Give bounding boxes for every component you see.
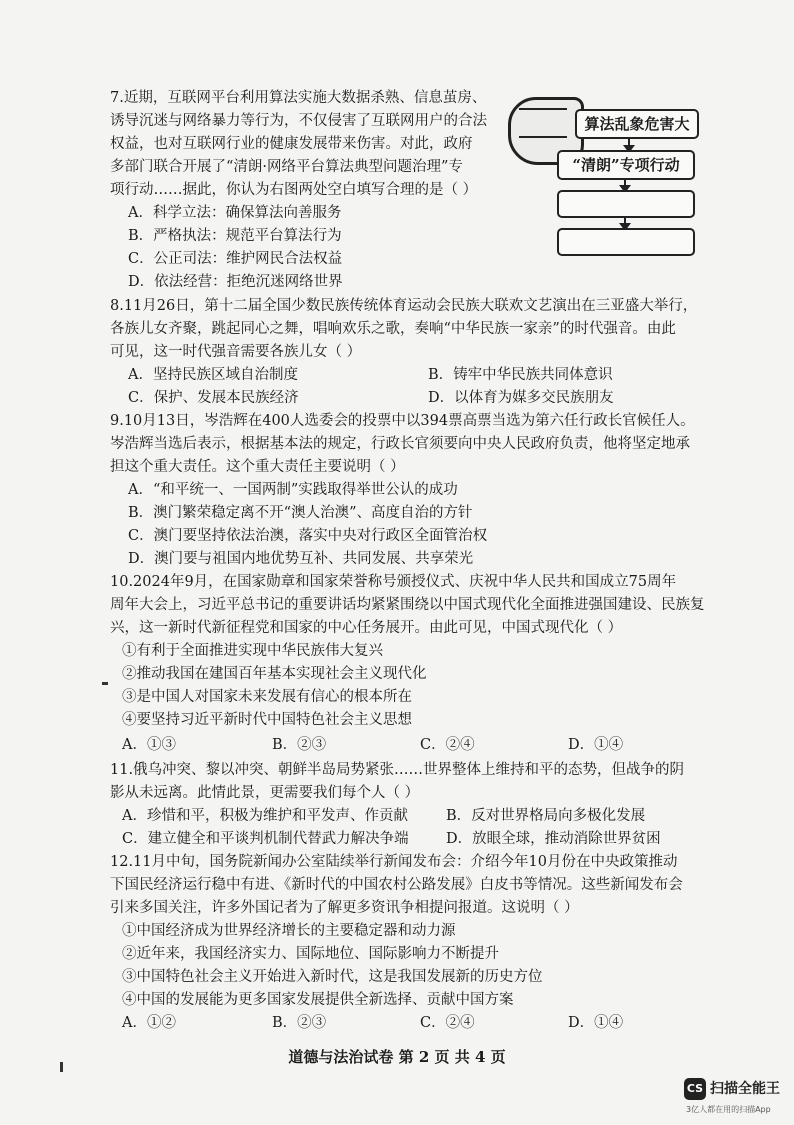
q10-item-2: ②推动我国在建国百年基本实现社会主义现代化 bbox=[122, 666, 427, 682]
q7-line-1: 7.近期，互联网平台利用算法实施大数据杀熟、信息茧房、 bbox=[110, 90, 487, 106]
q8-option-a: A．坚持民族区域自治制度 bbox=[128, 367, 298, 383]
q10-line-1: 10.2024年9月，在国家勋章和国家荣誉称号颁授仪式、庆祝中华人民共和国成立75周年 bbox=[110, 574, 677, 590]
q10-item-3: ③是中国人对国家未来发展有信心的根本所在 bbox=[122, 689, 412, 705]
q9-line-1: 9.10月13日，岑浩辉在400人选委会的投票中以394票高票当选为第六任行政长官候任人。 bbox=[110, 413, 695, 429]
q7-option-a: A．科学立法：确保算法向善服务 bbox=[128, 205, 342, 221]
q11-line-1: 11.俄乌冲突、黎以冲突、朝鲜半岛局势紧张……世界整体上维持和平的态势，但战争的阴 bbox=[110, 762, 685, 778]
q12-item-4: ④中国的发展能为更多国家发展提供全新选择、贡献中国方案 bbox=[122, 992, 514, 1008]
q12-item-1: ①中国经济成为世界经济增长的主要稳定器和动力源 bbox=[122, 923, 456, 939]
diagram-box-1: 算法乱象危害大 bbox=[575, 109, 699, 139]
q7-option-b: B．严格执法：规范平台算法行为 bbox=[128, 228, 342, 244]
scan-mark bbox=[60, 1062, 63, 1072]
scanner-tagline: 3亿人都在用的扫描App bbox=[686, 1105, 771, 1114]
scanner-logo-icon: CS bbox=[684, 1078, 706, 1100]
q11-option-b: B．反对世界格局向多极化发展 bbox=[446, 808, 646, 824]
q9-line-2: 岑浩辉当选后表示，根据基本法的规定，行政长官须要向中央人民政府负责，他将坚定地承 bbox=[110, 436, 690, 452]
q10-line-3: 兴，这一新时代新征程党和国家的中心任务展开。由此可见，中国式现代化（ ） bbox=[110, 620, 623, 636]
q7-line-5: 项行动……据此，你认为右图两处空白填写合理的是（ ） bbox=[110, 182, 478, 198]
diagram-blank-2 bbox=[557, 228, 695, 256]
q8-line-3: 可见，这一时代强音需要各族儿女（ ） bbox=[110, 344, 362, 360]
q11-line-2: 影从未远离。此情此景，更需要我们每个人（ ） bbox=[110, 785, 420, 801]
q7-line-2: 诱导沉迷与网络暴力等行为，不仅侵害了互联网用户的合法 bbox=[110, 113, 487, 129]
q12-item-2: ②近年来，我国经济实力、国际地位、国际影响力不断提升 bbox=[122, 946, 499, 962]
q12-item-3: ③中国特色社会主义开始进入新时代，这是我国发展新的历史方位 bbox=[122, 969, 543, 985]
q10-option-c: C．②④ bbox=[420, 737, 475, 753]
q7-option-d: D．依法经营：拒绝沉迷网络世界 bbox=[128, 274, 343, 290]
q10-option-d: D．①④ bbox=[568, 737, 624, 753]
q10-option-b: B．②③ bbox=[272, 737, 327, 753]
q9-option-d: D．澳门要与祖国内地优势互补、共同发展、共享荣光 bbox=[128, 551, 474, 567]
q9-line-3: 担这个重大责任。这个重大责任主要说明（ ） bbox=[110, 459, 405, 475]
diagram-blank-1 bbox=[557, 190, 695, 218]
q10-option-a: A．①③ bbox=[122, 737, 176, 753]
q8-option-b: B．铸牢中华民族共同体意识 bbox=[428, 367, 613, 383]
q9-option-a: A．“和平统一、一国两制”实践取得举世公认的成功 bbox=[128, 482, 458, 498]
q8-line-1: 8.11月26日，第十二届全国少数民族传统体育运动会民族大联欢文艺演出在三亚盛大举行， bbox=[110, 298, 698, 314]
scanner-app-name: 扫描全能王 bbox=[710, 1081, 780, 1097]
q8-option-c: C．保护、发展本民族经济 bbox=[128, 390, 299, 406]
q10-item-1: ①有利于全面推进实现中华民族伟大复兴 bbox=[122, 643, 383, 659]
q12-option-c: C．②④ bbox=[420, 1015, 475, 1031]
q12-option-d: D．①④ bbox=[568, 1015, 624, 1031]
arrow-down-icon bbox=[624, 178, 626, 187]
q11-option-c: C．建立健全和平谈判机制代替武力解决争端 bbox=[122, 831, 409, 847]
scan-mark bbox=[102, 682, 108, 685]
q9-option-b: B．澳门繁荣稳定离不开“澳人治澳”、高度自治的方针 bbox=[128, 505, 473, 521]
q12-line-3: 引来多国关注，许多外国记者为了解更多资讯争相提问报道。这说明（ ） bbox=[110, 900, 579, 916]
arrow-down-icon bbox=[624, 216, 626, 225]
q12-line-1: 12.11月中旬，国务院新闻办公室陆续举行新闻发布会：介绍今年10月份在中央政策推动 bbox=[110, 854, 678, 870]
q8-line-2: 各族儿女齐聚，跳起同心之舞，唱响欢乐之歌，奏响“中华民族一家亲”的时代强音。由此 bbox=[110, 321, 676, 337]
q7-line-4: 多部门联合开展了“清朗·网络平台算法典型问题治理”专 bbox=[110, 159, 463, 175]
q11-option-a: A．珍惜和平，积极为维护和平发声、作贡献 bbox=[122, 808, 408, 824]
arrow-down-icon bbox=[628, 137, 630, 147]
page-footer: 道德与法治试卷 第 2 页 共 4 页 bbox=[288, 1048, 506, 1066]
q8-option-d: D．以体育为媒多交民族朋友 bbox=[428, 390, 614, 406]
q10-line-2: 周年大会上，习近平总书记的重要讲话均紧紧围绕以中国式现代化全面推进强国建设、民族复 bbox=[110, 597, 705, 613]
diagram-box-2: “清朗”专项行动 bbox=[557, 150, 695, 180]
q10-item-4: ④要坚持习近平新时代中国特色社会主义思想 bbox=[122, 712, 412, 728]
q7-line-3: 权益，也对互联网行业的健康发展带来伤害。对此，政府 bbox=[110, 136, 473, 152]
q11-option-d: D．放眼全球，推动消除世界贫困 bbox=[446, 831, 661, 847]
q9-option-c: C．澳门要坚持依法治澳，落实中央对行政区全面管治权 bbox=[128, 528, 488, 544]
q12-option-a: A．①② bbox=[122, 1015, 176, 1031]
q12-option-b: B．②③ bbox=[272, 1015, 327, 1031]
q12-line-2: 下国民经济运行稳中有进、《新时代的中国农村公路发展》白皮书等情况。这些新闻发布会 bbox=[110, 877, 683, 893]
q7-option-c: C．公正司法：维护网民合法权益 bbox=[128, 251, 343, 267]
